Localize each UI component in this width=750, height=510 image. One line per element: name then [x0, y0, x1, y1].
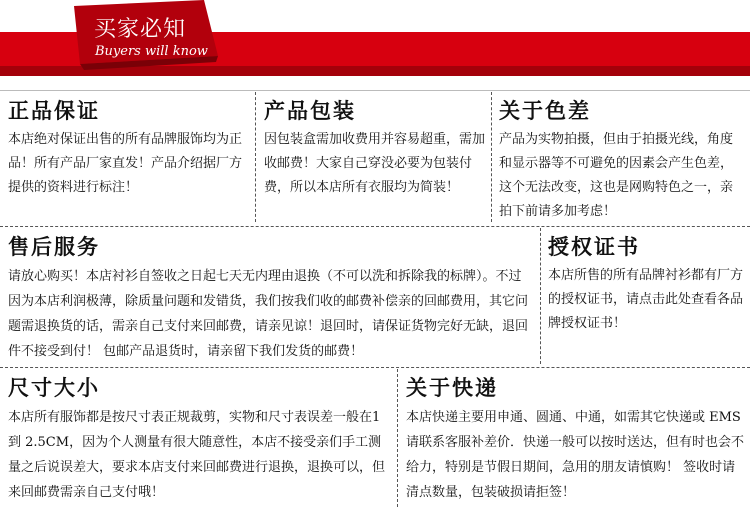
- section-body: 产品为实物拍摄，但由于拍摄光线，角度和显示器等不可避免的因素会产生色差，这个无法改变，这也是网购特色之一，亲拍下前请多加考虑！: [499, 132, 734, 219]
- section-certificate[interactable]: [548, 234, 746, 336]
- section-body: 本店所有服饰都是按尺寸表正规裁剪，实物和尺寸表误差一般在1 到 2.5CM，因为个人测量有很大随意性，本店不接受亲们手工测量之后说误差大，要求本店支付来回邮费进行退换，退换可以，但来回邮费需亲自己支付哦！: [8, 410, 386, 500]
- section-title: 售后服务: [8, 234, 100, 259]
- section-body[interactable]: 本店所售的所有品牌衬衫都有厂方的授权证书，请点击此处查看各品牌授权证书！: [548, 268, 744, 331]
- top-divider: [0, 90, 750, 91]
- section-title: 授权证书: [548, 234, 640, 259]
- section-body: 请放心购买！本店衬衫自签收之日起七天无内理由退换（不可以洗和拆除我的标牌）。不过因为本店利润极薄，除质量问题和发错货，我们按我们收的邮费补偿亲的回邮费用，其它问题需退换货的话，需亲自己支付来回邮费，请亲见谅！退回时，请保证货物完好无缺，退回件不接受到付！ 包邮产品退货时，请亲留下我们发货的邮费！: [8, 269, 529, 359]
- header-title: 买家必知: [94, 17, 187, 42]
- section-body: 因包装盒需加收费用并容易超重，需加收邮费！大家自己穿没必要为包装付费，所以本店所有衣服均为简装！: [264, 132, 486, 195]
- divider-v1: [255, 92, 256, 222]
- section-shipping: [406, 375, 744, 505]
- section-title: 尺寸大小: [8, 375, 100, 400]
- header-subtitle: Buyers will know: [95, 44, 208, 59]
- section-body: 本店快递主要用申通、圆通、中通，如需其它快递或 EMS 请联系客服补差价．快递一般可以按时送达，但有时也会不给力，特别是节假日期间，急用的朋友请慎购！ 签收时请清点数量，包装破损请拒签！: [406, 410, 745, 500]
- divider-h2: [0, 367, 750, 368]
- section-title: 关于快递: [406, 375, 498, 400]
- section-size: [8, 375, 390, 505]
- divider-v3: [540, 228, 541, 364]
- divider-v4: [397, 369, 398, 507]
- section-guarantee: [8, 98, 248, 200]
- section-color: [499, 98, 745, 224]
- divider-v2: [491, 92, 492, 222]
- section-title: 产品包装: [264, 98, 356, 123]
- section-title: 正品保证: [8, 98, 100, 123]
- divider-h1: [0, 226, 750, 227]
- section-body: 本店绝对保证出售的所有品牌服饰均为正品！所有产品厂家直发！产品介绍据厂方提供的资料进行标注！: [8, 132, 243, 195]
- section-after-sales: [8, 234, 533, 364]
- section-packaging: [264, 98, 486, 200]
- section-title: 关于色差: [499, 98, 591, 123]
